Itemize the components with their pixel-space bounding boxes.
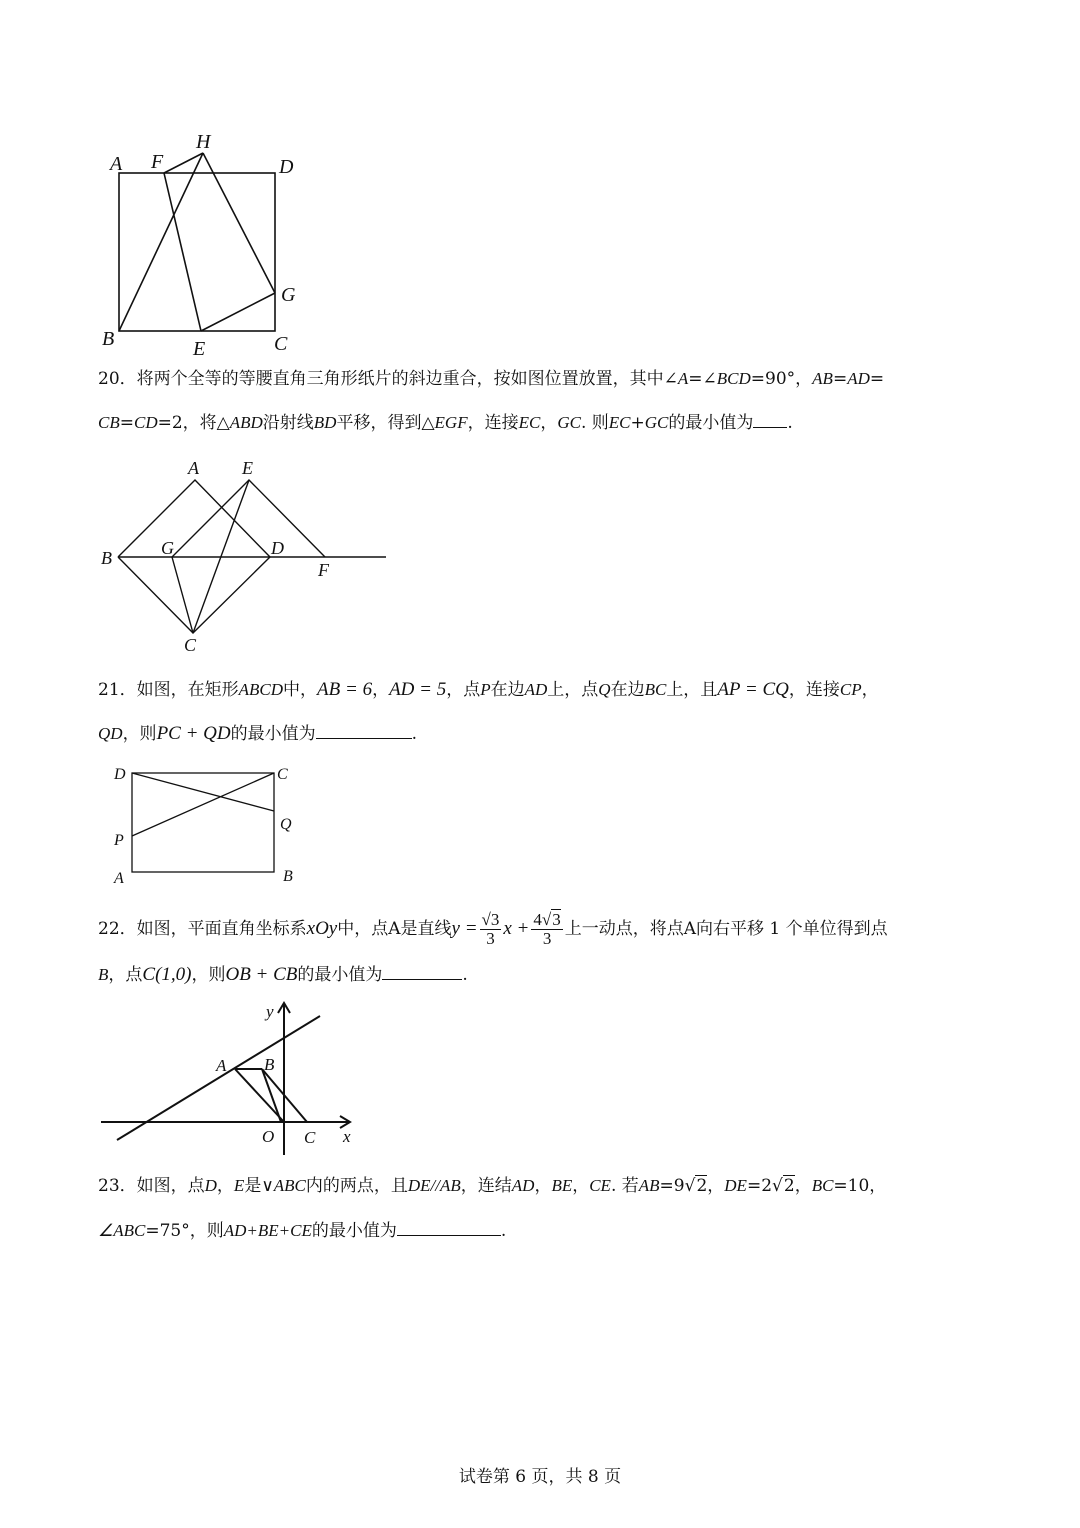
label-d: D — [114, 766, 126, 783]
question-22-line2: B，点C(1,0)，则OB + CB的最小值为 . — [98, 964, 468, 985]
segment-fh — [164, 153, 203, 173]
triangle-abd — [118, 480, 270, 557]
label-y: y — [266, 1002, 274, 1021]
label-h: H — [196, 131, 211, 153]
answer-blank-23[interactable] — [397, 1219, 501, 1236]
segment-dq — [132, 773, 274, 811]
question-22-line1: 22．如图，平面直角坐标系xOy中，点A是直线y = $\frac{√3}{3}$ x + $\frac{4√3}{3}$ 上一动点，将点A向右平移 1 个单位得到点 — [98, 910, 888, 948]
label-c: C — [304, 1128, 316, 1147]
segment-bo — [262, 1069, 281, 1122]
label-a: A — [110, 153, 123, 175]
square-abcd — [119, 173, 275, 331]
triangle-egf — [172, 480, 325, 557]
label-b: B — [101, 548, 112, 568]
label-x: x — [343, 1127, 351, 1146]
triangle-bcd — [118, 557, 270, 633]
label-g: G — [281, 284, 296, 306]
label-b: B — [283, 868, 293, 885]
label-e: E — [193, 338, 206, 360]
label-f: F — [151, 151, 164, 173]
label-q: Q — [280, 816, 292, 833]
question-21-line1: 21．如图，在矩形ABCD中，AB = 6，AD = 5，点P在边AD上，点Q在边BC上，且AP = CQ，连接CP， — [98, 679, 879, 700]
segment-pc — [132, 773, 274, 836]
label-o: O — [262, 1127, 275, 1146]
label-c: C — [277, 766, 288, 783]
question-20-line1: 20．将两个全等的等腰直角三角形纸片的斜边重合，按如图位置放置，其中∠A=∠BCD=90°，AB=AD= — [98, 369, 885, 389]
question-23-line2: ∠ABC=75°，则AD+BE+CE的最小值为 . — [98, 1221, 507, 1241]
segment-eg — [201, 293, 275, 331]
label-g: G — [161, 538, 174, 558]
label-b: B — [102, 328, 115, 350]
answer-blank-20[interactable] — [753, 411, 787, 428]
fraction-sqrt3-over-3: $\frac{√3}{3}$ — [481, 910, 500, 948]
answer-blank-22[interactable] — [382, 963, 462, 980]
figure-rectangle-pq — [108, 760, 298, 886]
figure-translated-triangles — [96, 455, 390, 655]
label-a: A — [188, 458, 199, 478]
label-c: C — [184, 635, 197, 655]
figure-coordinate-plane — [96, 994, 366, 1162]
rectangle-abcd — [132, 773, 274, 872]
segment-bh — [119, 153, 203, 331]
label-a: A — [114, 870, 124, 887]
fraction-4sqrt3-over-3: $\frac{4√3}{3}$ — [533, 910, 561, 948]
label-d: D — [279, 156, 294, 178]
label-b: B — [264, 1055, 275, 1074]
figure-square-fold — [100, 128, 320, 360]
label-c: C — [274, 333, 288, 355]
answer-blank-21[interactable] — [316, 722, 412, 739]
label-p: P — [114, 832, 124, 849]
label-a: A — [216, 1056, 227, 1075]
segment-hg — [203, 153, 275, 293]
question-23-line1: 23．如图，点D，E是∨ABC内的两点，且DE//AB，连结AD，BE，CE. 若AB=9√2，DE=2√2，BC=10， — [98, 1176, 887, 1196]
page-footer: 试卷第 6 页，共 8 页 — [458, 1467, 622, 1487]
segment-ao — [235, 1069, 284, 1122]
question-21-line2: QD，则PC + QD的最小值为 . — [98, 723, 418, 744]
label-d: D — [271, 538, 284, 558]
label-e: E — [242, 458, 253, 478]
question-20-line2: CB=CD=2，将△ABD沿射线BD平移，得到△EGF，连接EC，GC. 则EC+GC的最小值为 . — [98, 413, 793, 433]
label-f: F — [318, 560, 329, 580]
